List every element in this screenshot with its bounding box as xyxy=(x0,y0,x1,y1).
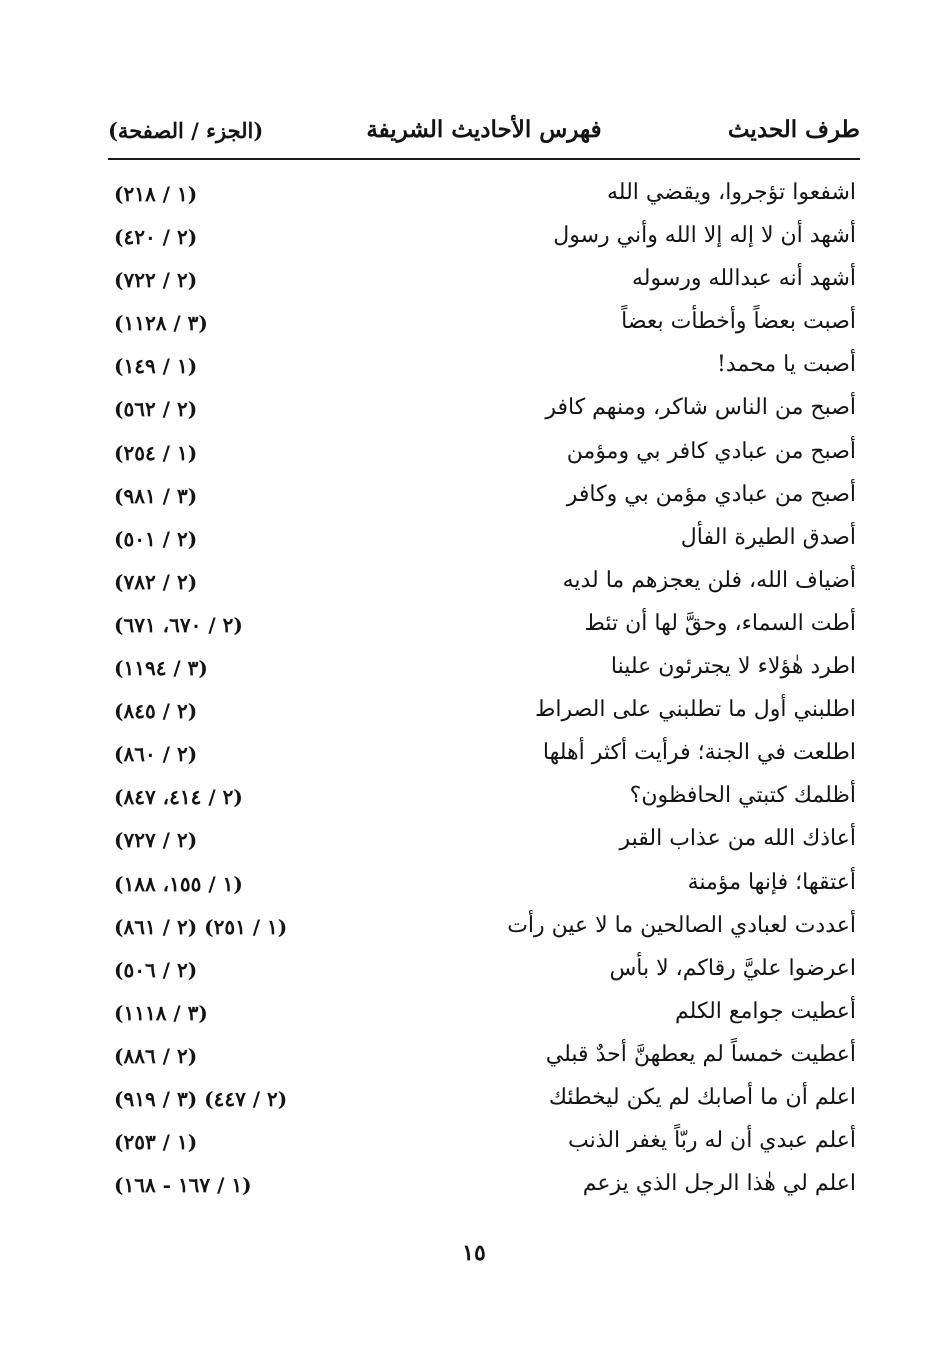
volume-page-ref: (٢ / ٧٢٧) xyxy=(114,828,198,853)
hadith-text: اطرد هٰؤلاء لا يجترئون علينا xyxy=(610,654,856,680)
volume-page-ref: (١ / ١٤٩) xyxy=(114,354,198,379)
volume-page-ref: (٣ / ١١١٨) xyxy=(114,1000,208,1025)
hadith-text: أعددت لعبادي الصالحين ما لا عين رأت xyxy=(507,912,856,938)
hadith-text: أصبت يا محمد! xyxy=(717,352,856,378)
list-item xyxy=(108,305,860,348)
list-item xyxy=(108,866,860,909)
volume-page-ref: (٢ / ٥٠١) xyxy=(114,526,198,551)
page-header xyxy=(108,112,860,152)
volume-page-ref: (١ / ١٦٧ - ١٦٨) xyxy=(114,1173,252,1198)
volume-page-ref: (٢ / ٤١٤، ٨٤٧) xyxy=(114,785,243,810)
hadith-text: اعرضوا عليَّ رقاكم، لا بأس xyxy=(609,955,856,981)
volume-page-ref: (٢ / ٨٦٠) xyxy=(114,742,198,767)
hadith-text: أصبح من عبادي مؤمن بي وكافر xyxy=(566,481,856,507)
volume-page-ref: (٢ / ٥٦٢) xyxy=(114,397,198,422)
hadith-text: أشهد أنه عبدالله ورسوله xyxy=(632,266,856,292)
hadith-text: أعلم عبدي أن له ربّاً يغفر الذنب xyxy=(568,1128,856,1154)
list-item xyxy=(108,909,860,952)
hadith-text: أصدق الطيرة الفأل xyxy=(680,524,856,550)
list-item xyxy=(108,693,860,736)
list-item xyxy=(108,176,860,219)
hadith-text: أطت السماء، وحقَّ لها أن تئط xyxy=(584,610,856,636)
list-item xyxy=(108,1081,860,1124)
list-item xyxy=(108,435,860,478)
hadith-text: أضياف الله، فلن يعجزهم ما لديه xyxy=(562,567,856,593)
hadith-text: أظلمك كتبتي الحافظون؟ xyxy=(629,783,856,809)
hadith-text: اعلم أن ما أصابك لم يكن ليخطئك xyxy=(548,1084,856,1110)
volume-page-ref: (٢ / ٥٠٦) xyxy=(114,957,198,982)
list-item xyxy=(108,650,860,693)
list-item xyxy=(108,995,860,1038)
volume-page-ref: (١ / ٢٥٤) xyxy=(114,440,198,465)
volume-page-ref: (١ / ٢١٨) xyxy=(114,182,198,206)
volume-page-ref: (٢ / ٤٤٧) (٣ / ٩١٩) xyxy=(114,1086,288,1111)
column-label-hadith: طرف الحديث xyxy=(727,116,860,143)
list-item xyxy=(108,607,860,650)
list-item xyxy=(108,822,860,865)
index-title: فهرس الأحاديث الشريفة xyxy=(366,116,602,143)
list-item xyxy=(108,391,860,434)
hadith-text: أعطيت خمساً لم يعطهنَّ أحدٌ قبلي xyxy=(545,1041,856,1067)
hadith-text: أصبح من عبادي كافر بي ومؤمن xyxy=(566,438,856,464)
page-number: ١٥ xyxy=(462,1240,486,1266)
hadith-text: أعاذك الله من عذاب القبر xyxy=(619,826,856,852)
volume-page-ref: (٣ / ١١٢٨) xyxy=(114,311,208,336)
list-item xyxy=(108,952,860,995)
hadith-text: أعطيت جوامع الكلم xyxy=(675,998,856,1024)
list-item xyxy=(108,521,860,564)
hadith-text: أصبت بعضاً وأخطأت بعضاً xyxy=(621,309,856,335)
list-item xyxy=(108,478,860,521)
hadith-text: أعتقها؛ فإنها مؤمنة xyxy=(687,869,856,895)
volume-page-ref: (٢ / ٤٢٠) xyxy=(114,225,198,250)
list-item xyxy=(108,736,860,779)
volume-page-ref: (٢ / ٦٧٠، ٦٧١) xyxy=(114,612,243,637)
hadith-text: اشفعوا تؤجروا، ويقضي الله xyxy=(607,180,856,205)
volume-page-ref: (٣ / ٩٨١) xyxy=(114,483,198,508)
volume-page-ref: (٢ / ٨٨٦) xyxy=(114,1043,198,1068)
list-item xyxy=(108,779,860,822)
list-item xyxy=(108,1167,860,1210)
volume-page-ref: (١ / ١٥٥، ١٨٨) xyxy=(114,871,243,896)
volume-page-ref: (٢ / ٨٤٥) xyxy=(114,699,198,724)
hadith-index-list xyxy=(108,176,860,1210)
volume-page-ref: (٢ / ٧٢٢) xyxy=(114,268,198,293)
header-rule xyxy=(108,158,860,160)
list-item xyxy=(108,262,860,305)
volume-page-ref: (٢ / ٧٨٢) xyxy=(114,569,198,594)
hadith-text: أصبح من الناس شاكر، ومنهم كافر xyxy=(545,395,856,421)
volume-page-ref: (٣ / ١١٩٤) xyxy=(114,656,208,681)
list-item xyxy=(108,1038,860,1081)
volume-page-ref: (١ / ٢٥١) (٢ / ٨٦١) xyxy=(114,914,288,939)
hadith-text: اطلبني أول ما تطلبني على الصراط xyxy=(535,697,856,723)
hadith-text: أشهد أن لا إله إلا الله وأني رسول xyxy=(553,223,856,249)
list-item xyxy=(108,219,860,262)
list-item xyxy=(108,348,860,391)
volume-page-ref: (١ / ٢٥٣) xyxy=(114,1130,198,1155)
hadith-text: اطلعت في الجنة؛ فرأيت أكثر أهلها xyxy=(542,740,856,766)
list-item xyxy=(108,564,860,607)
hadith-text: اعلم لي هٰذا الرجل الذي يزعم xyxy=(582,1171,856,1197)
column-label-volume-page: (الجزء / الصفحة) xyxy=(108,118,264,143)
list-item xyxy=(108,1124,860,1167)
